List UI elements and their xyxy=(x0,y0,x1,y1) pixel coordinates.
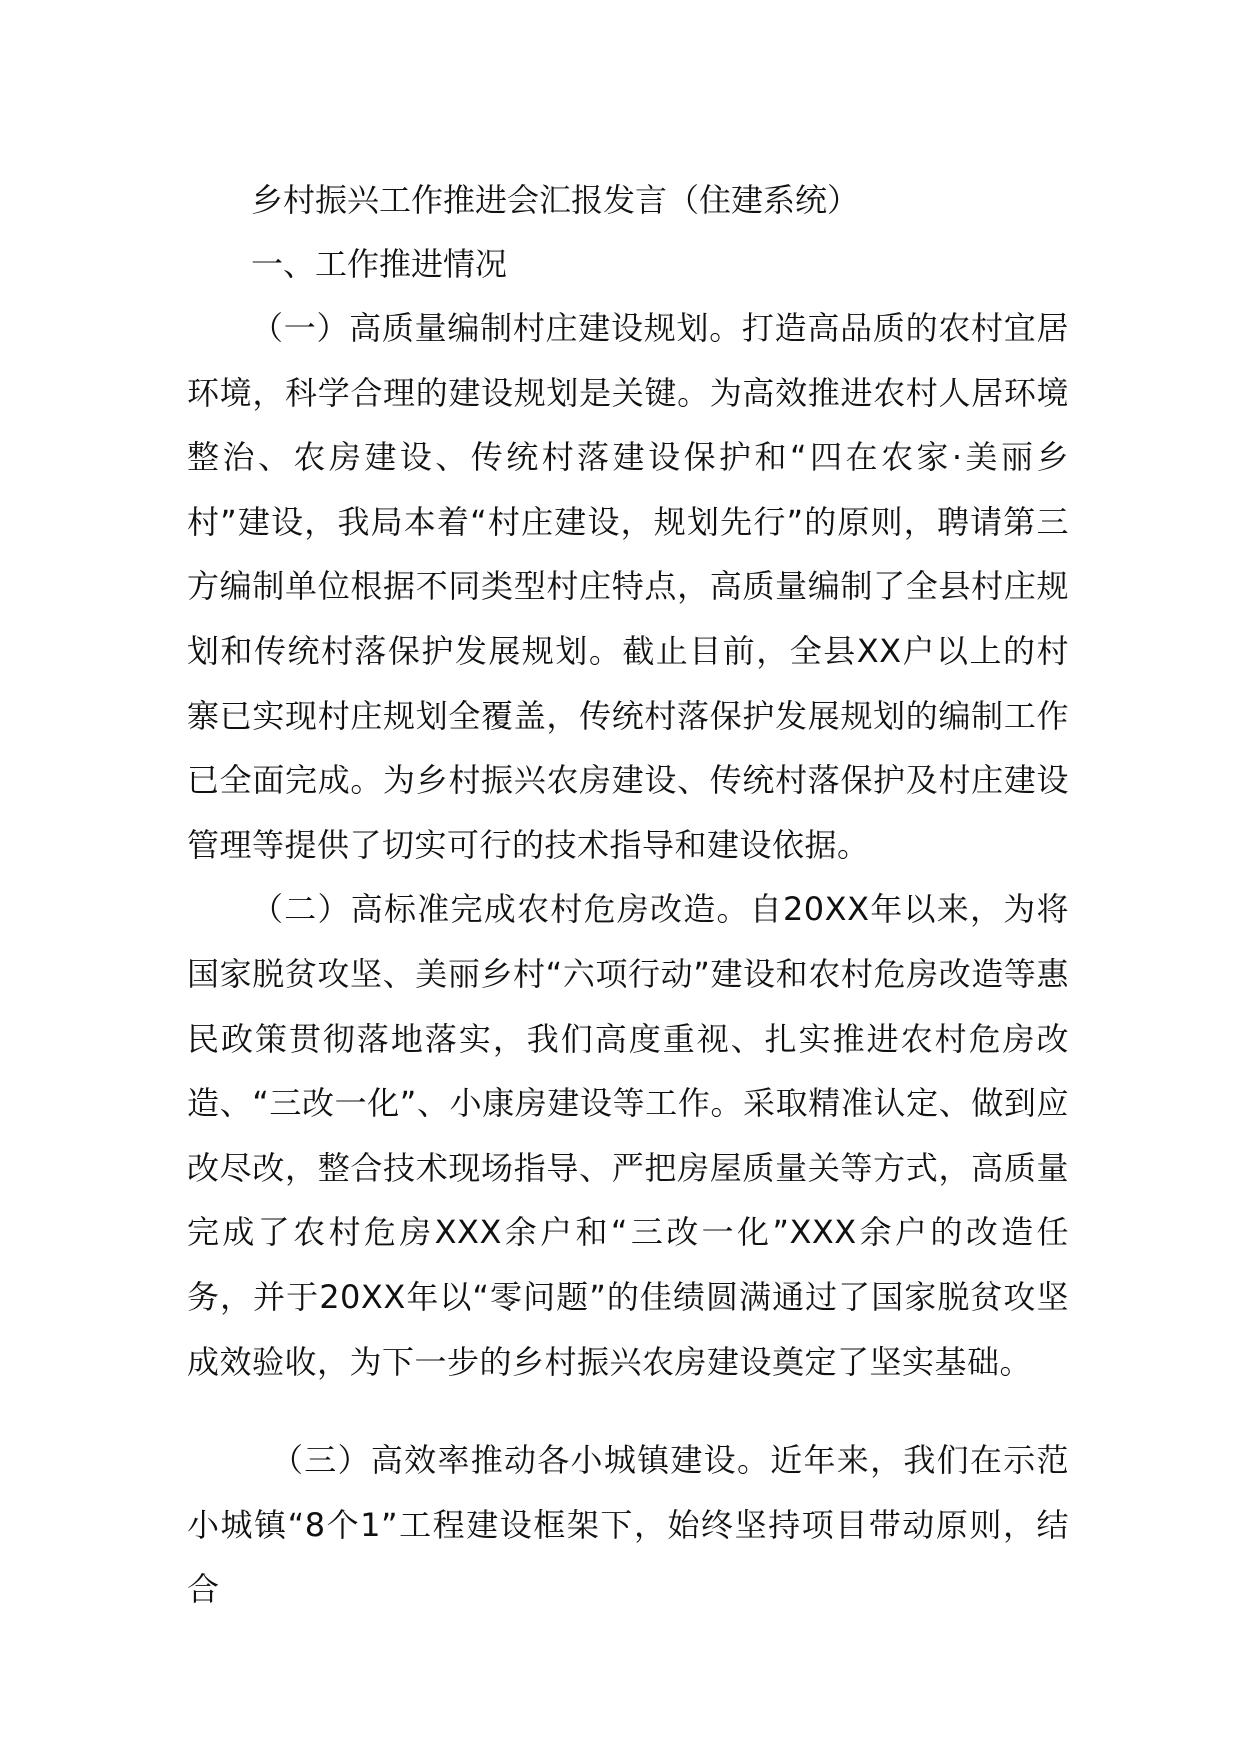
paragraph-1: （一）高质量编制村庄建设规划。打造高品质的农村宜居环境，科学合理的建设规划是关键。为高效推进农村人居环境整治、农房建设、传统村落建设保护和“四在农家·美丽乡村”建设，我局本着“村庄建设，规划先行”的原则，聘请第三方编制单位根据不同类型村庄特点，高质量编制了全县村庄规划和传统村落保护发展规划。截止目前，全县XX户以上的村寨已实现村庄规划全覆盖，传统村落保护发展规划的编制工作已全面完成。为乡村振兴农房建设、传统村落保护及村庄建设管理等提供了切实可行的技术指导和建设依据。 xyxy=(187,309,1069,864)
paragraph-3: （三）高效率推动各小城镇建设。近年来，我们在示范小城镇“8个1”工程建设框架下，始终坚持项目带动原则，结合 xyxy=(187,1441,1069,1609)
paragraph-2: （二）高标准完成农村危房改造。自20XX年以来，为将国家脱贫攻坚、美丽乡村“六项行动”建设和农村危房改造等惠民政策贯彻落地落实，我们高度重视、扎实推进农村危房改造、“三改一化”、小康房建设等工作。采取精准认定、做到应改尽改，整合技术现场指导、严把房屋质量关等方式，高质量完成了农村危房XXX余户和“三改一化”XXX余户的改造任务，并于20XX年以“零问题”的佳绩圆满通过了国家脱贫攻坚成效验收，为下一步的乡村振兴农房建设奠定了坚实基础。 xyxy=(187,890,1069,1381)
document-title: 乡村振兴工作推进会汇报发言（住建系统） xyxy=(251,181,860,219)
section-heading: 一、工作推进情况 xyxy=(251,245,508,283)
document-body xyxy=(187,168,1069,1622)
